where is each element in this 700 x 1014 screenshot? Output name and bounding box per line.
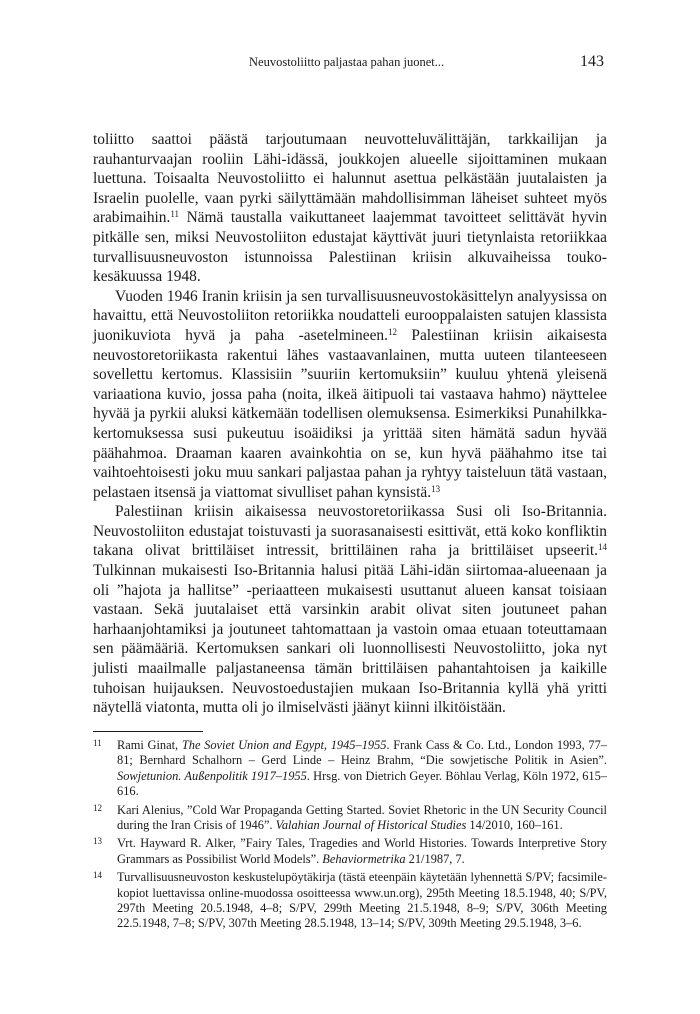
footnote-title: Sowjetunion. Außenpolitik 1917–1955 bbox=[117, 768, 307, 783]
footnote-text-part: Vrt. Hayward R. Alker, ”Fairy Tales, Tragedies and World Histories. Towards Interpretive Story Grammars as Possibilist World Models”. bbox=[117, 836, 607, 866]
footnote-ref[interactable]: 13 bbox=[431, 483, 441, 494]
footnote-title: Valahian Journal of Historical Studies bbox=[275, 818, 467, 833]
footnote-ref[interactable]: 12 bbox=[387, 326, 397, 337]
footnote-text-part: . Hrsg. von Dietrich Geyer. Böhlau Verlag, Köln 1972, 615–616. bbox=[117, 768, 607, 799]
footnote-ref[interactable]: 14 bbox=[598, 542, 607, 553]
page-header bbox=[0, 55, 700, 75]
footnote-14 bbox=[93, 870, 607, 932]
footnote-12 bbox=[93, 803, 607, 834]
footnote-number: 13 bbox=[93, 836, 102, 847]
page-number: 143 bbox=[580, 53, 604, 70]
paragraph-text: Vuoden 1946 Iranin kriisin ja sen turvallisuusneuvostokäsittelyn analyysissa on havaittu, että Neuvostoliiton retoriikka noudatteli eurooppalaisten satujen klassista juonikuviota hyvä ja paha -asetelmineen. bbox=[93, 287, 607, 344]
footnote-text-part: Kari Alenius, ”Cold War Propaganda Getting Started. Soviet Rhetoric in the UN Security Council during the Iran Crisis of 1946”. bbox=[117, 802, 607, 833]
running-title: Neuvostoliitto paljastaa pahan juonet... bbox=[249, 55, 445, 69]
footnote-text-part: Rami Ginat, bbox=[117, 738, 182, 752]
paragraph-3 bbox=[93, 502, 607, 718]
footnote-divider bbox=[93, 731, 203, 732]
footnote-ref[interactable]: 11 bbox=[170, 209, 180, 220]
footnotes bbox=[93, 738, 607, 935]
footnote-text bbox=[117, 803, 607, 834]
footnote-text-part: Turvallisuusneuvoston keskustelupöytäkirja (tästä eteenpäin käytetään lyhennettä S/PV; facsimile-kopiot luettavissa online-muodossa osoitteessa www.un.org), 295th Meeting 18.5.1948, 40; S/PV, 297th Meeting 20.5.1948, 4–8; S/PV, 299th Meeting 21.5.1948, 8–9; S/PV, 306th Meeting 22.5.1948, 7–8; S/PV, 307th Meeting 28.5.1948, 13–14; S/PV, 309th Meeting 29.5.1948, 3–6. bbox=[117, 870, 607, 931]
footnote-11 bbox=[93, 738, 607, 800]
footnote-text bbox=[117, 836, 607, 867]
paragraph-text: Tulkinnan mukaisesti Iso-Britannia halusi pitää Lähi-idän siirtomaa-alueenaan ja oli ”hajota ja hallitse” -periaatteen mukaisesti usuttanut alueen kansat toisiaan vastaan. Sekä juutalaiset että varsinkin arabit olivat siten joutuneet pahan harhaanjohtamiksi ja joutuneet tahtomattaan ja vastoin omaa etuaan toteuttamaan sen päämääriä. Kertomuksen sankari oli luonnollisesti Neuvostoliitto, joka nyt julisti maailmalle paljastaneensa tämän brittiläisen pahantahtoisen ja kaikille tuhoisan huijauksen. Neuvostoedustajien mukaan Iso-Britannia kyllä yhä yritti näytellä viatonta, mutta oli jo ilmiselvästi jäänyt kiinni ilkitöistään. bbox=[93, 562, 607, 717]
paragraph-text: Nämä taustalla vaikuttaneet laajemmat tavoitteet selittävät hyvin pitkälle sen, miksi Neuvostoliiton edustajat käyttivät juuri tietynlaista retoriikkaa turvallisuusneuvoston istunnoissa Palestiinan kriisin alkuvaiheissa touko-kesäkuussa 1948. bbox=[93, 209, 607, 286]
body-text bbox=[93, 130, 607, 718]
footnote-text-part: 14/2010, 160–161. bbox=[466, 818, 563, 833]
footnote-title: Behaviormetrika bbox=[322, 851, 406, 866]
footnote-number: 11 bbox=[93, 738, 102, 748]
paragraph-text: toliitto saattoi päästä tarjoutumaan neuvotteluvälittäjän, tarkkailijan ja rauhanturvaajan rooliin Lähi-idässä, joukkojen alueelle sijoittaminen mukaan luettuna. Toisaalta Neuvostoliitto ei halunnut asettua pelkästään juutalaisten ja Israelin puolelle, vaan pyrki säilyttämään mahdollisimman läheiset suhteet myös arabimaihin. bbox=[93, 131, 607, 227]
paragraph-1 bbox=[93, 130, 607, 287]
footnote-number: 12 bbox=[93, 802, 102, 813]
paragraph-text: Palestiinan kriisin aikaisessa neuvostoretoriikassa Susi oli Iso-Britannia. Neuvostoliiton edustajat toistuvasti ja suorasanaisesti esittivät, että koko konfliktin takana olivat brittiläiset intressit, brittiläinen raha ja brittiläiset upseerit. bbox=[93, 503, 607, 560]
footnote-text-part: . Frank Cass & Co. Ltd., London 1993, 77–81; Bernhard Schalhorn – Gerd Linde – Heinz Brahm, “Die sowjetische Politik in Asien”. bbox=[117, 738, 608, 768]
paragraph-text: Palestiinan kriisin aikaisesta neuvostoretoriikasta rakentui lähes vastaavanlainen, mutta uuteen tilanteeseen sovellettu kertomus. Klassisiin ”suuriin kertomuksiin” kuuluu yhtenä yleisenä variaationa kuvio, jossa paha (noita, ilkeä äitipuoli tai vastaava hahmo) näyttelee hyvää ja pyrkii aluksi kätkemään todellisen olemuksensa. Esimerkiksi Punahilkka-kertomuksessa susi pukeutuu isoäidiksi ja yrittää siten hämätä sadun hyvää päähahmoa. Draaman kaaren avainkohtia on se, kun hyvä päähahmo itse tai vaihtoehtoisesti joku muu sankari paljastaa pahan ja ryhtyy taisteluun tätä vastaan, pelastaen itsensä ja viattomat sivulliset pahan kynsistä. bbox=[93, 326, 607, 501]
footnote-text bbox=[117, 870, 607, 932]
footnote-13 bbox=[93, 836, 607, 867]
footnote-text bbox=[117, 738, 607, 800]
footnote-number: 14 bbox=[93, 870, 102, 881]
footnote-title: The Soviet Union and Egypt, 1945–1955 bbox=[181, 738, 387, 752]
paragraph-2 bbox=[93, 287, 607, 503]
footnote-text-part: 21/1987, 7. bbox=[405, 851, 465, 866]
